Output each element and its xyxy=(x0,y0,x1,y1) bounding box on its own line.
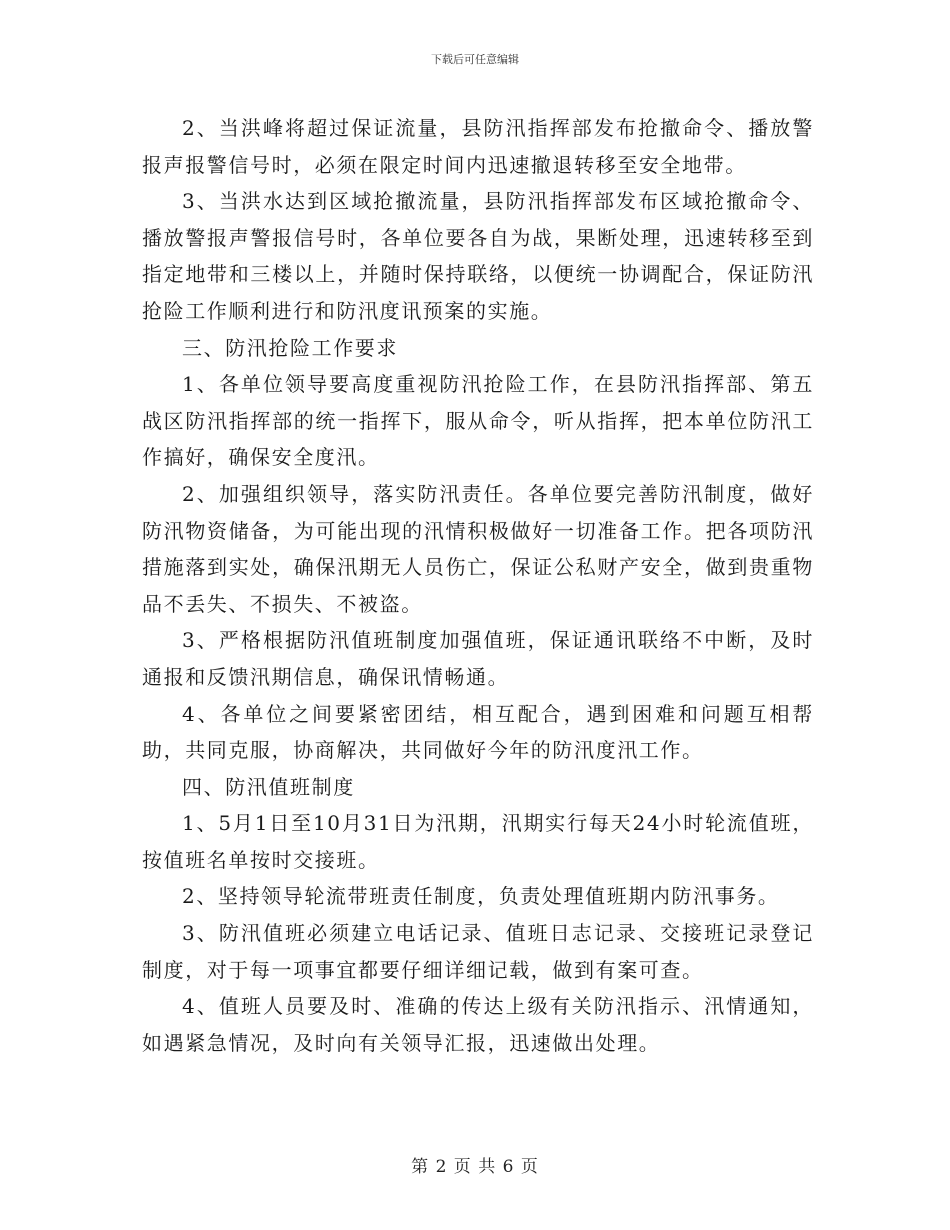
page-header-note: 下载后可任意编辑 xyxy=(431,53,519,66)
paragraph-duty-records: 3、防汛值班必须建立电话记录、值班日志记录、交接班记录登记制度，对于每一项事宜都要仔细详细记载，做到有案可查。 xyxy=(142,921,814,982)
paragraph-cooperation: 4、各单位之间要紧密团结，相互配合，遇到困难和问题互相帮助，共同克服，协商解决，共同做好今年的防汛度汛工作。 xyxy=(142,701,814,763)
document-body xyxy=(142,110,814,1061)
page-number-footer: 第 2 页 共 6 页 xyxy=(411,1157,539,1177)
section-heading-rescue-requirements: 三、防汛抢险工作要求 xyxy=(182,335,398,360)
paragraph-flood-peak-evacuation: 2、当洪峰将超过保证流量，县防汛指挥部发布抢撤命令、播放警报声报警信号时，必须在限定时间内迅速撤退转移至安全地带。 xyxy=(142,116,814,177)
paragraph-leadership-attention: 1、各单位领导要高度重视防汛抢险工作，在县防汛指挥部、第五战区防汛指挥部的统一指挥下，服从命令，听从指挥，把本单位防汛工作搞好，确保安全度汛。 xyxy=(142,372,814,470)
paragraph-leader-rotation: 2、坚持领导轮流带班责任制度，负责处理值班期内防汛事务。 xyxy=(182,884,780,909)
paragraph-duty-system: 3、严格根据防汛值班制度加强值班，保证通讯联络不中断，及时通报和反馈汛期信息，确保讯情畅通。 xyxy=(142,628,814,689)
paragraph-organization-responsibility: 2、加强组织领导，落实防汛责任。各单位要完善防汛制度，做好防汛物资储备，为可能出现的汛情积极做好一切准备工作。把各项防汛措施落到实处，确保汛期无人员伤亡，保证公私财产安全，做到贵重物品不丢失、不损失、不被盗。 xyxy=(142,481,814,616)
section-heading-duty-system: 四、防汛值班制度 xyxy=(182,774,355,799)
paragraph-regional-evacuation: 3、当洪水达到区域抢撤流量，县防汛指挥部发布区域抢撤命令、播放警报声警报信号时，各单位要各自为战，果断处理，迅速转移至到指定地带和三楼以上，并随时保持联络，以便统一协调配合，保证防汛抢险工作顺利进行和防汛度讯预案的实施。 xyxy=(142,189,814,323)
paragraph-duty-reporting: 4、值班人员要及时、准确的传达上级有关防汛指示、汛情通知，如遇紧急情况，及时向有关领导汇报，迅速做出处理。 xyxy=(142,994,814,1055)
paragraph-flood-season-schedule: 1、5月1日至10月31日为汛期，汛期实行每天24小时轮流值班，按值班名单按时交接班。 xyxy=(142,811,814,872)
